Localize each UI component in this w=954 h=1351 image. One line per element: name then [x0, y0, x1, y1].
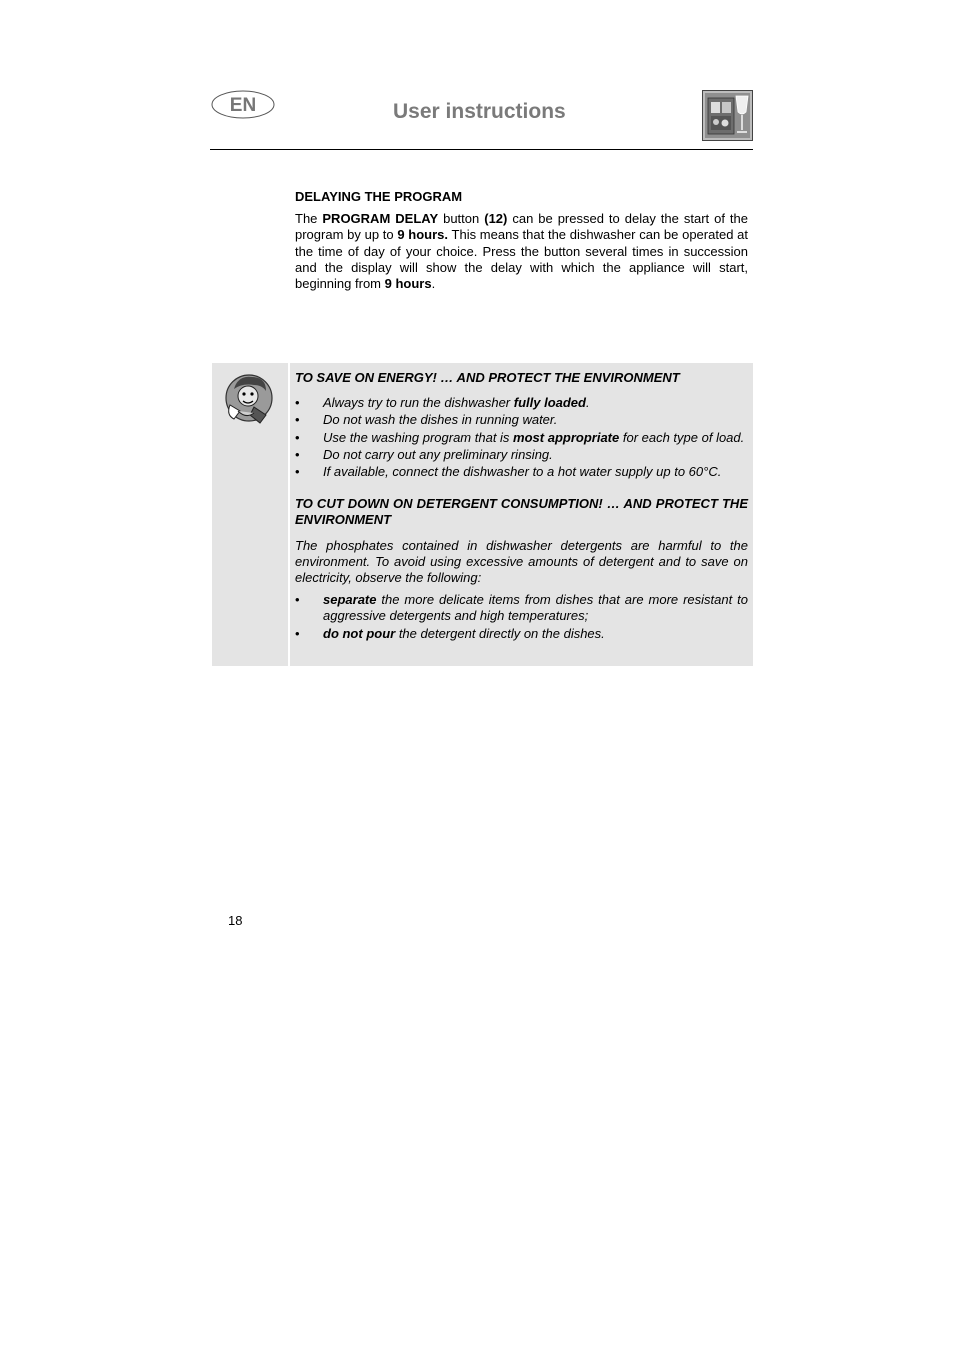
header-divider — [210, 149, 753, 150]
text-run: can be pressed to delay the start of the program by up to — [295, 211, 749, 243]
section-paragraph — [295, 211, 748, 292]
section-heading: DELAYING THE PROGRAM — [295, 189, 463, 204]
bullet: • — [295, 395, 300, 411]
text-run-bold: do not pour — [323, 625, 396, 641]
page-title: User instructions — [393, 100, 566, 123]
text-run-bold: (12) — [484, 211, 508, 227]
text-run: Use the washing program that is — [323, 429, 514, 445]
tip-text-block — [295, 370, 748, 643]
list-item — [295, 412, 748, 428]
bullet: • — [295, 446, 300, 462]
text-run-bold: PROGRAM DELAY — [322, 211, 439, 227]
list-item — [295, 395, 748, 411]
text-run: . — [585, 395, 590, 411]
text-run: button — [438, 211, 485, 227]
tip-heading-detergent: TO CUT DOWN ON DETERGENT CONSUMPTION! … AND PROTECT THE ENVIRONMENT — [295, 496, 748, 528]
text-run: for each type of load. — [619, 429, 745, 445]
tip-paragraph: The phosphates contained in dishwasher detergents are harmful to the environment. To avoid using excessive amounts of detergent and to save on electricity, observe the following: — [295, 537, 748, 586]
text-run: Do not carry out any preliminary rinsing. — [323, 446, 553, 462]
text-run: the detergent directly on the dishes. — [395, 625, 605, 641]
detergent-tips-list — [295, 592, 748, 642]
text-run: the more delicate items from dishes that are more resistant to aggressive detergents and high temperatures; — [323, 592, 748, 624]
bullet: • — [295, 429, 300, 445]
text-run: . — [431, 276, 436, 292]
tip-heading-energy: TO SAVE ON ENERGY! … AND PROTECT THE ENVIRONMENT — [295, 370, 680, 385]
text-run: If available, connect the dishwasher to a hot water supply up to 60°C. — [323, 464, 722, 480]
page-number: 18 — [228, 913, 243, 928]
bullet: • — [295, 464, 300, 480]
text-run-bold: most appropriate — [513, 429, 620, 445]
text-run: Do not wash the dishes in running water. — [323, 412, 558, 428]
text-run-bold: 9 hours — [384, 276, 432, 292]
bullet: • — [295, 412, 300, 428]
list-item — [295, 592, 748, 624]
delay-section — [295, 189, 748, 292]
bullet: • — [295, 625, 300, 641]
environment-tip-box — [212, 363, 753, 666]
language-badge-label: EN — [229, 95, 257, 116]
tip-icon-cell — [212, 363, 288, 666]
list-item — [295, 464, 748, 480]
text-run-bold: 9 hours. — [397, 227, 449, 243]
list-item — [295, 430, 748, 446]
cartoon-character-icon — [224, 371, 274, 429]
bullet: • — [295, 592, 300, 608]
list-item — [295, 626, 748, 642]
text-run: Always try to run the dishwasher — [323, 395, 514, 411]
tip-content — [290, 363, 753, 666]
text-run-bold: separate — [323, 592, 377, 608]
text-run: This means that the dishwasher can be operated at the time of day of your choice. Press the button several times in succession and the display will show the delay with which the appliance will start, beginning from — [295, 227, 748, 292]
energy-tips-list — [295, 395, 748, 480]
text-run: The — [295, 211, 323, 227]
list-item — [295, 447, 748, 463]
text-run-bold: fully loaded — [513, 395, 586, 411]
dishwasher-logo-icon — [702, 90, 753, 141]
language-badge — [211, 89, 275, 120]
